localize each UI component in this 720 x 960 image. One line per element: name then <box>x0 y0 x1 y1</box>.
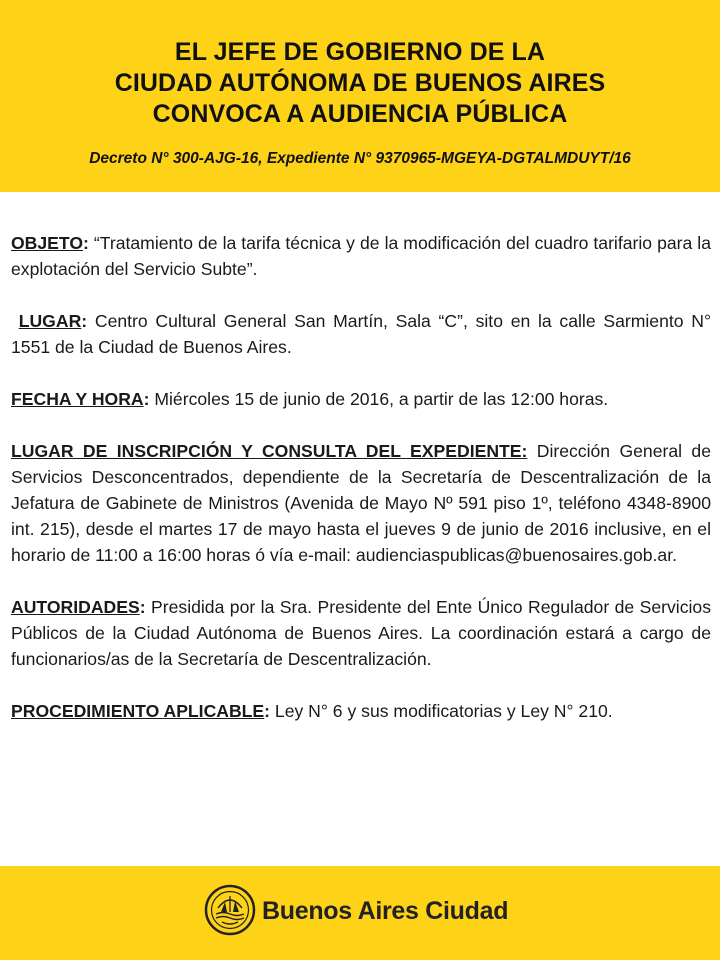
section-lugar <box>11 308 711 360</box>
autoridades-label: AUTORIDADES <box>11 597 140 617</box>
title-line-3: CONVOCA A AUDIENCIA PÚBLICA <box>152 100 568 128</box>
lugar-text: Centro Cultural General San Martín, Sala “C”, sito en la calle Sarmiento N° 1551 de la Ciudad de Buenos Aires. <box>11 311 711 357</box>
procedimiento-label: PROCEDIMIENTO APLICABLE <box>11 701 265 721</box>
title-line-2: CIUDAD AUTÓNOMA DE BUENOS AIRES <box>114 69 606 97</box>
city-seal-icon <box>204 884 256 936</box>
section-autoridades <box>11 594 711 672</box>
decree-subtitle: Decreto N° 300-AJG-16, Expediente N° 9370965-MGEYA-DGTALMDUYT/16 <box>89 150 631 167</box>
autoridades-colon: : <box>139 597 146 617</box>
notice-body <box>11 230 711 750</box>
procedimiento-text: Ley N° 6 y sus modificatorias y Ley N° 210. <box>270 701 613 721</box>
page-title <box>0 0 720 130</box>
inscripcion-label: LUGAR DE INSCRIPCIÓN Y CONSULTA DEL EXPEDIENTE: <box>11 441 528 461</box>
objeto-text: “Tratamiento de la tarifa técnica y de la modificación del cuadro tarifario para la explotación del Servicio Subte”. <box>11 233 711 279</box>
section-procedimiento <box>11 698 711 724</box>
header-banner <box>0 0 720 192</box>
title-line-1: EL JEFE DE GOBIERNO DE LA <box>174 38 546 66</box>
lugar-label: LUGAR <box>18 311 82 331</box>
footer-banner <box>0 866 720 960</box>
fecha-label: FECHA Y HORA <box>11 389 144 409</box>
objeto-label: OBJETO <box>11 233 84 253</box>
fecha-text: Miércoles 15 de junio de 2016, a partir de las 12:00 horas. <box>149 389 609 409</box>
autoridades-text: Presidida por la Sra. Presidente del Ente Único Regulador de Servicios Públicos de la Ciudad Autónoma de Buenos Aires. La coordinación estará a cargo de funcionarios/as de la Secretaría de Descentralización. <box>11 597 711 669</box>
fecha-colon: : <box>143 389 150 409</box>
lugar-colon: : <box>81 311 88 331</box>
section-inscripcion <box>11 438 711 568</box>
objeto-colon: : <box>83 233 89 253</box>
section-fecha <box>11 386 711 412</box>
inscripcion-text: Dirección General de Servicios Desconcentrados, dependiente de la Secretaría de Descentralización de la Jefatura de Gabinete de Ministros (Avenida de Mayo Nº 591 piso 1º, teléfono 4348-8900 int. 215), desde el martes 17 de mayo hasta el jueves 9 de junio de 2016 inclusive, en el horario de 11:00 a 16:00 horas ó vía e-mail: audienciaspublicas@buenosaires.gob.ar. <box>11 441 712 565</box>
section-objeto <box>11 230 711 282</box>
procedimiento-colon: : <box>264 701 271 721</box>
brand-name: Buenos Aires Ciudad <box>262 897 509 925</box>
